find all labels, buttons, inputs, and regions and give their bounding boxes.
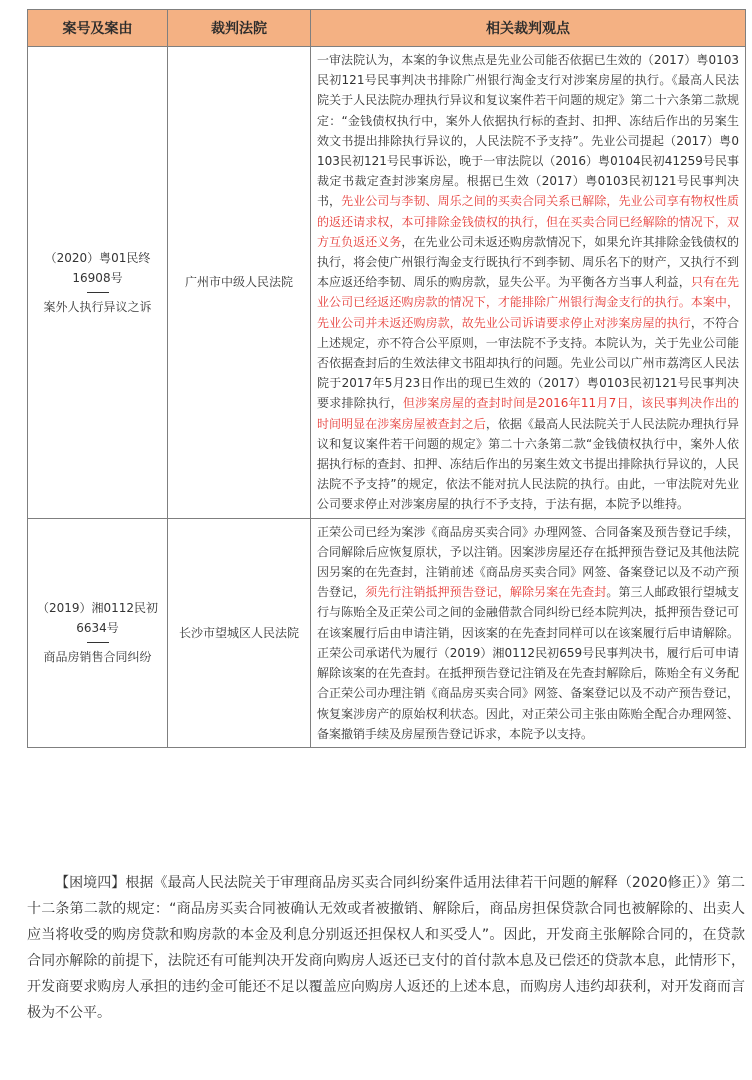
case-table [27, 9, 746, 748]
view-segment-highlight: 但涉案房屋的查封时间是2016年11月7日，该民事判决作出的时间明显在涉案房屋被查封之后 [317, 396, 739, 431]
table-row [28, 518, 746, 747]
dilemma-paragraph: 【困境四】根据《最高人民法院关于审理商品房买卖合同纠纷案件适用法律若干问题的解释（2020修正）》第二十二条第二款的规定：“商品房买卖合同被确认无效或者被撤销、解除后，商品房担保贷款合同也被解除的、出卖人应当将收受的购房贷款和购房款的本金及利息分别返还担保权人和买受人”。因此，开发商主张解除合同的，在贷款合同亦解除的前提下，法院还有可能判决开发商向购房人返还已支付的首付款本息及已偿还的贷款本息，此情形下，开发商要求购房人承担的违约金可能还不足以覆盖应向购房人返还的上述本息，而购房人违约却获利，对开发商而言极为不公平。 [27, 875, 745, 1021]
view-segment-highlight: 先业公司与李韧、周乐之间的买卖合同关系已解除，先业公司享有物权性质的返还请求权，本可排除金钱债权的执行，但在买卖合同已经解除的情况下，双方互负返还义务 [317, 194, 739, 249]
view-segment-highlight: 须先行注销抵押预告登记，解除另案在先查封 [365, 585, 607, 600]
view-segment: 正荣公司已经为案涉《商品房买卖合同》办理网签、合同备案及预告登记手续，合同解除后应恢复原状，予以注销。因案涉房屋还存在抵押预告登记及其他法院因另案的在先查封，注销前述《商品房买卖合同》网签、备案登记以及不动产预告登记， [317, 524, 739, 600]
view-segment: ，依据《最高人民法院关于人民法院办理执行异议和复议案件若干问题的规定》第二十六条第二款“金钱债权执行中，案外人依据执行标的查封、扣押、冻结后作出的另案生效文书提出排除执行异议的，人民法院不予支持”的规定，依法不能对抗人民法院的执行。由此，一审法院对先业公司要求停止对涉案房屋的执行不予支持，于法有据，本院予以维持。 [317, 416, 739, 512]
header-case-no: 案号及案由 [28, 10, 168, 47]
divider-line [87, 292, 109, 293]
view-segment: ，不符合上述规定，亦不符合公平原则，一审法院不予支持。本院认为，关于先业公司能否依据查封后的生效法律文书阻却执行的问题。先业公司以广州市荔湾区人民法院于2017年5月23日作出的现已生效的（2017）粤0103民初121号民事判决要求排除执行， [317, 315, 739, 411]
case-cause: 商品房销售合同纠纷 [43, 650, 152, 665]
view-segment: 。第三人邮政银行望城支行与陈贻全及正荣公司之间的金融借款合同纠纷已经本院判决，抵押预告登记可在该案履行后由申请注销，因该案的在先查封同样可以在该案履行后申请解除。正荣公司承诺代为履行（2019）湘0112民初659号民事判决书，履行后可申请解除该案的在先查封。在抵押预告登记注销及在先查封解除后，陈贻全有义务配合正荣公司办理注销《商品房买卖合同》网签、备案登记以及不动产预告登记，恢复案涉房产的原始权利状态。因此，对正荣公司主张由陈贻全配合办理网签、备案撤销手续及房屋预告登记诉求，本院予以支持。 [317, 585, 739, 741]
judgment-view [311, 47, 746, 519]
table-header-row [28, 10, 746, 47]
court-name: 长沙市望城区人民法院 [168, 518, 311, 747]
header-views: 相关裁判观点 [311, 10, 746, 47]
case-number-cell [28, 47, 168, 519]
judgment-view [311, 518, 746, 747]
court-name: 广州市中级人民法院 [168, 47, 311, 519]
case-number-cell [28, 518, 168, 747]
header-court: 裁判法院 [168, 10, 311, 47]
table-row [28, 47, 746, 519]
view-segment: ，在先业公司未返还购房款情况下，如果允许其排除金钱债权的执行，将会使广州银行淘金支行既执行不到李韧、周乐名下的财产，又执行不到本应返还给李韧、周乐的购房款，显失公平。为平衡各方当事人利益， [317, 234, 739, 290]
divider-line [87, 642, 109, 643]
case-number: （2019）湘0112民初6634号 [36, 600, 159, 636]
case-number: （2020）粤01民终16908号 [44, 250, 151, 285]
view-segment: 一审法院认为，本案的争议焦点是先业公司能否依据已生效的（2017）粤0103民初121号民事判决书排除广州银行淘金支行对涉案房屋的执行。《最高人民法院关于人民法院办理执行异议和复议案件若干问题的规定》第二十六条第二款规定：“金钱债权执行中，案外人依据执行标的查封、扣押、冻结后作出的另案生效文书提出排除执行异议的，人民法院不予支持”。先业公司提起（2017）粤0103民初121号民事诉讼，晚于一审法院以（2016）粤0104民初41259号民事裁定书裁定查封涉案房屋。根据已生效（2017）粤0103民初121号民事判决书， [317, 53, 739, 209]
view-segment-highlight: 只有在先业公司已经返还购房款的情况下，才能排除广州银行淘金支行的执行。本案中，先业公司并未返还购房款，故先业公司诉请要求停止对涉案房屋的执行 [317, 275, 739, 330]
case-cause: 案外人执行异议之诉 [43, 299, 152, 314]
